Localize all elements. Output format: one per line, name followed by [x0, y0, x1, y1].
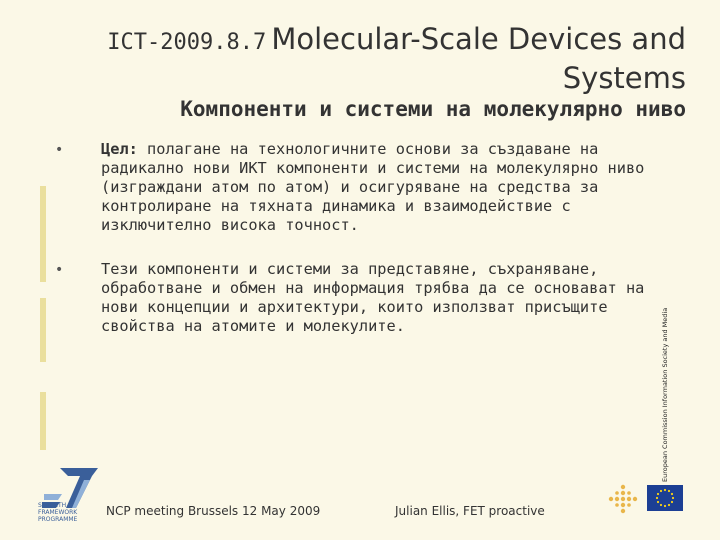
accent-bar-1: [40, 186, 46, 282]
bullet-body: Тези компоненти и системи за представяне, съхраняване, обработване и обмен на информация трябва да се основават на нови концепции и архитектури, които използват присъщите свойства на атомите и молекулите.: [101, 260, 645, 335]
dots-logo-icon: [608, 484, 638, 514]
ec-label-text: European Commission Information Society and Media: [661, 307, 669, 482]
bullet-item-goal: [55, 140, 685, 235]
accent-bar-2: [40, 298, 46, 362]
footer-meeting: NCP meeting Brussels 12 May 2009: [106, 504, 321, 518]
bullet-body: полагане на технологичните основи за създаване на радикално нови ИКТ компоненти и системи на молекулярно ниво (изграждани атом по атом) и осигуряване на средства за контролиране на тяхната динамика и взаимодействие с изключително висока точност.: [101, 140, 645, 234]
call-code: ICT-2009.8.7: [107, 30, 267, 55]
footer-author: Julian Ellis, FET proactive: [395, 504, 545, 518]
bullet-text: [101, 140, 685, 235]
title-line-1: Molecular-Scale Devices and: [271, 22, 686, 56]
bullet-marker: •: [55, 142, 64, 158]
eu-flag-icon: [647, 485, 683, 511]
bullet-item-components: [55, 260, 685, 336]
bullet-lead: Цел:: [101, 140, 138, 158]
bullet-list: [55, 140, 685, 361]
slide-subtitle: Компоненти и системи на молекулярно ниво: [180, 97, 686, 121]
bullet-text: [101, 260, 685, 336]
fp7-label: SEVENTH FRAMEWORK PROGRAMME: [38, 502, 78, 523]
bullet-marker: •: [55, 262, 64, 278]
slide-title: [46, 22, 686, 95]
ec-label: [658, 307, 678, 482]
title-line-2: Systems: [562, 61, 686, 95]
accent-bar-3: [40, 392, 46, 450]
